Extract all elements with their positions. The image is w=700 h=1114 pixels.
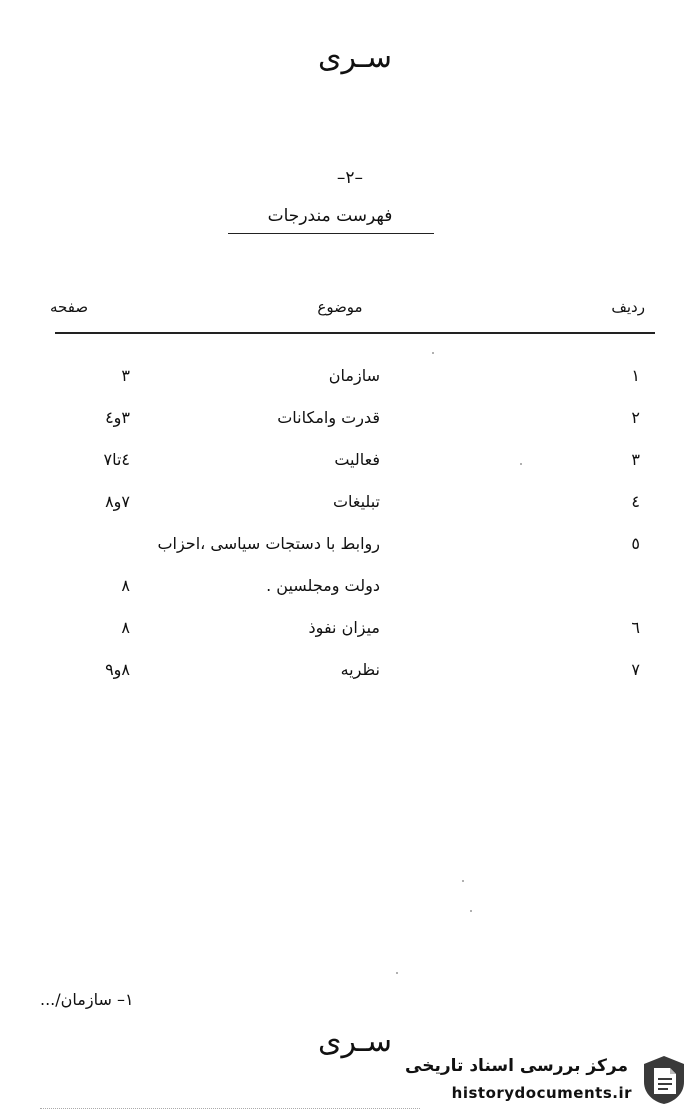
row-page: ۸ bbox=[121, 618, 130, 637]
column-header-page: صفحه bbox=[50, 298, 89, 316]
footnote: ۱– سازمان/... bbox=[40, 990, 134, 1009]
scan-speck bbox=[432, 352, 434, 354]
row-number: ۱ bbox=[631, 366, 640, 385]
toc-row bbox=[0, 450, 700, 480]
toc-row bbox=[0, 366, 700, 396]
row-subject: قدرت وامکانات bbox=[277, 408, 380, 427]
page-number: –۲– bbox=[336, 168, 364, 188]
classification-stamp-top: سـرى bbox=[318, 40, 392, 75]
header-rule bbox=[55, 332, 655, 334]
row-page: ۸ bbox=[121, 576, 130, 595]
column-header-subject: موضوع bbox=[317, 298, 363, 316]
row-number: ۳ bbox=[631, 450, 640, 469]
toc-row bbox=[0, 534, 700, 564]
scan-speck bbox=[520, 463, 522, 465]
column-header-row: رديف bbox=[611, 298, 645, 316]
watermark-url: historydocuments.ir bbox=[451, 1084, 632, 1102]
document-shield-icon bbox=[640, 1054, 688, 1106]
scan-speck bbox=[470, 910, 472, 912]
row-page: ۳ bbox=[121, 366, 130, 385]
row-subject: دولت ومجلسین . bbox=[266, 576, 380, 595]
row-number: ٦ bbox=[631, 618, 640, 637]
footer-rule bbox=[40, 1108, 420, 1109]
toc-title-underline bbox=[228, 233, 434, 234]
row-subject: نظریه bbox=[340, 660, 380, 679]
row-subject: سازمان bbox=[328, 366, 380, 385]
toc-row bbox=[0, 660, 700, 690]
row-subject: میزان نفوذ bbox=[308, 618, 380, 637]
watermark-title: مرکز بررسی اسناد تاریخی bbox=[405, 1056, 628, 1076]
toc-title: فهرست مندرجات bbox=[267, 206, 393, 226]
row-page: ۳و٤ bbox=[105, 408, 130, 427]
row-subject: تبلیغات bbox=[332, 492, 380, 511]
row-page: ۸و۹ bbox=[105, 660, 130, 679]
row-page: ٤تا۷ bbox=[103, 450, 130, 469]
row-subject: فعالیت bbox=[334, 450, 380, 469]
scan-speck bbox=[396, 972, 398, 974]
toc-row bbox=[0, 576, 700, 606]
toc-row bbox=[0, 492, 700, 522]
toc-row bbox=[0, 618, 700, 648]
row-number: ۷ bbox=[631, 660, 640, 679]
row-subject: روابط با دستجات سیاسی ،احزاب bbox=[157, 534, 380, 553]
row-number: ٥ bbox=[631, 534, 640, 553]
archive-watermark bbox=[405, 1050, 694, 1112]
scan-speck bbox=[462, 880, 464, 882]
row-number: ۲ bbox=[631, 408, 640, 427]
row-page: ۷و۸ bbox=[105, 492, 130, 511]
row-number: ٤ bbox=[631, 492, 640, 511]
classification-stamp-bottom: سـرى bbox=[318, 1024, 392, 1059]
toc-row bbox=[0, 408, 700, 438]
